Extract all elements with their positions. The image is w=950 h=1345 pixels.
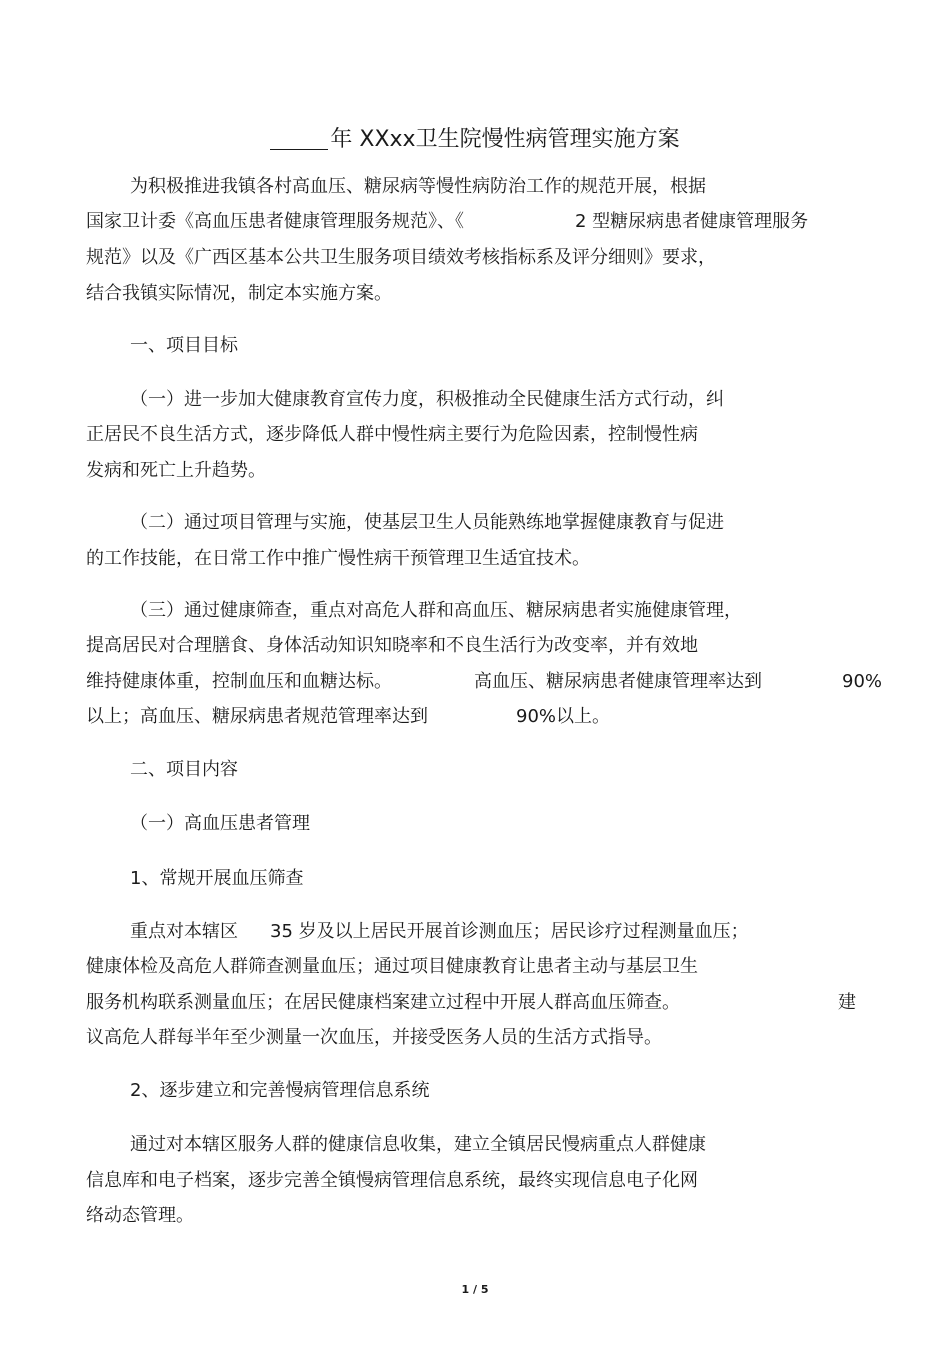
intro-line-3: 规范》以及《广西区基本公共卫生服务项目绩效考核指标系及评分细则》要求， [86, 247, 716, 268]
item1-line-3a: 服务机构联系测量血压；在居民健康档案建立过程中开展人群高血压筛查。 [86, 992, 680, 1013]
item1-line-4: 议高危人群每半年至少测量一次血压，并接受医务人员的生活方式指导。 [86, 1027, 662, 1048]
goal3-line-3c: 90% [842, 671, 883, 692]
goal2-line-1: （二）通过项目管理与实施，使基层卫生人员能熟练地掌握健康教育与促进 [130, 512, 724, 533]
goal3-line-3b: 高血压、糖尿病患者健康管理率达到 [474, 671, 762, 692]
intro-line-1: 为积极推进我镇各村高血压、糖尿病等慢性病防治工作的规范开展，根据 [130, 176, 706, 197]
goal3-line-1: （三）通过健康筛查，重点对高危人群和高血压、糖尿病患者实施健康管理， [130, 600, 742, 621]
page-number: 1 / 5 [461, 1283, 489, 1296]
item1-line-2: 健康体检及高危人群筛查测量血压；通过项目健康教育让患者主动与基层卫生 [86, 956, 698, 977]
item2-line-1: 通过对本辖区服务人群的健康信息收集，建立全镇居民慢病重点人群健康 [130, 1134, 706, 1155]
goal1-line-3: 发病和死亡上升趋势。 [86, 460, 266, 481]
item2-line-3: 络动态管理。 [86, 1205, 194, 1226]
intro-line-4: 结合我镇实际情况，制定本实施方案。 [86, 283, 392, 304]
section1-heading: 一、项目目标 [130, 335, 238, 356]
item1-heading: 1、常规开展血压筛查 [130, 868, 304, 889]
item1-line-3b: 建 [838, 992, 856, 1013]
item1-line-1b: 35 岁及以上居民开展首诊测血压；居民诊疗过程测量血压； [270, 921, 749, 942]
goal1-line-2: 正居民不良生活方式，逐步降低人群中慢性病主要行为危险因素，控制慢性病 [86, 424, 698, 445]
subsection1-heading: （一）高血压患者管理 [130, 813, 310, 834]
title-text: 年 XXxx卫生院慢性病管理实施方案 [330, 127, 680, 152]
intro-line-2b: 2 型糖尿病患者健康管理服务 [575, 211, 809, 232]
goal3-line-4b: 90%以上。 [516, 706, 611, 727]
item2-heading: 2、逐步建立和完善慢病管理信息系统 [130, 1080, 430, 1101]
goal3-line-3a: 维持健康体重，控制血压和血糖达标。 [86, 671, 392, 692]
intro-line-2a: 国家卫计委《高血压患者健康管理服务规范》、《 [86, 211, 464, 232]
document-title [0, 124, 950, 156]
title-blank-underline [270, 127, 328, 150]
item1-line-1a: 重点对本辖区 [130, 921, 238, 942]
section2-heading: 二、项目内容 [130, 759, 238, 780]
item2-line-2: 信息库和电子档案，逐步完善全镇慢病管理信息系统，最终实现信息电子化网 [86, 1170, 698, 1191]
goal2-line-2: 的工作技能，在日常工作中推广慢性病干预管理卫生适宜技术。 [86, 548, 590, 569]
goal1-line-1: （一）进一步加大健康教育宣传力度，积极推动全民健康生活方式行动，纠 [130, 389, 724, 410]
goal3-line-2: 提高居民对合理膳食、身体活动知识知晓率和不良生活行为改变率，并有效地 [86, 635, 698, 656]
goal3-line-4a: 以上；高血压、糖尿病患者规范管理率达到 [86, 706, 428, 727]
